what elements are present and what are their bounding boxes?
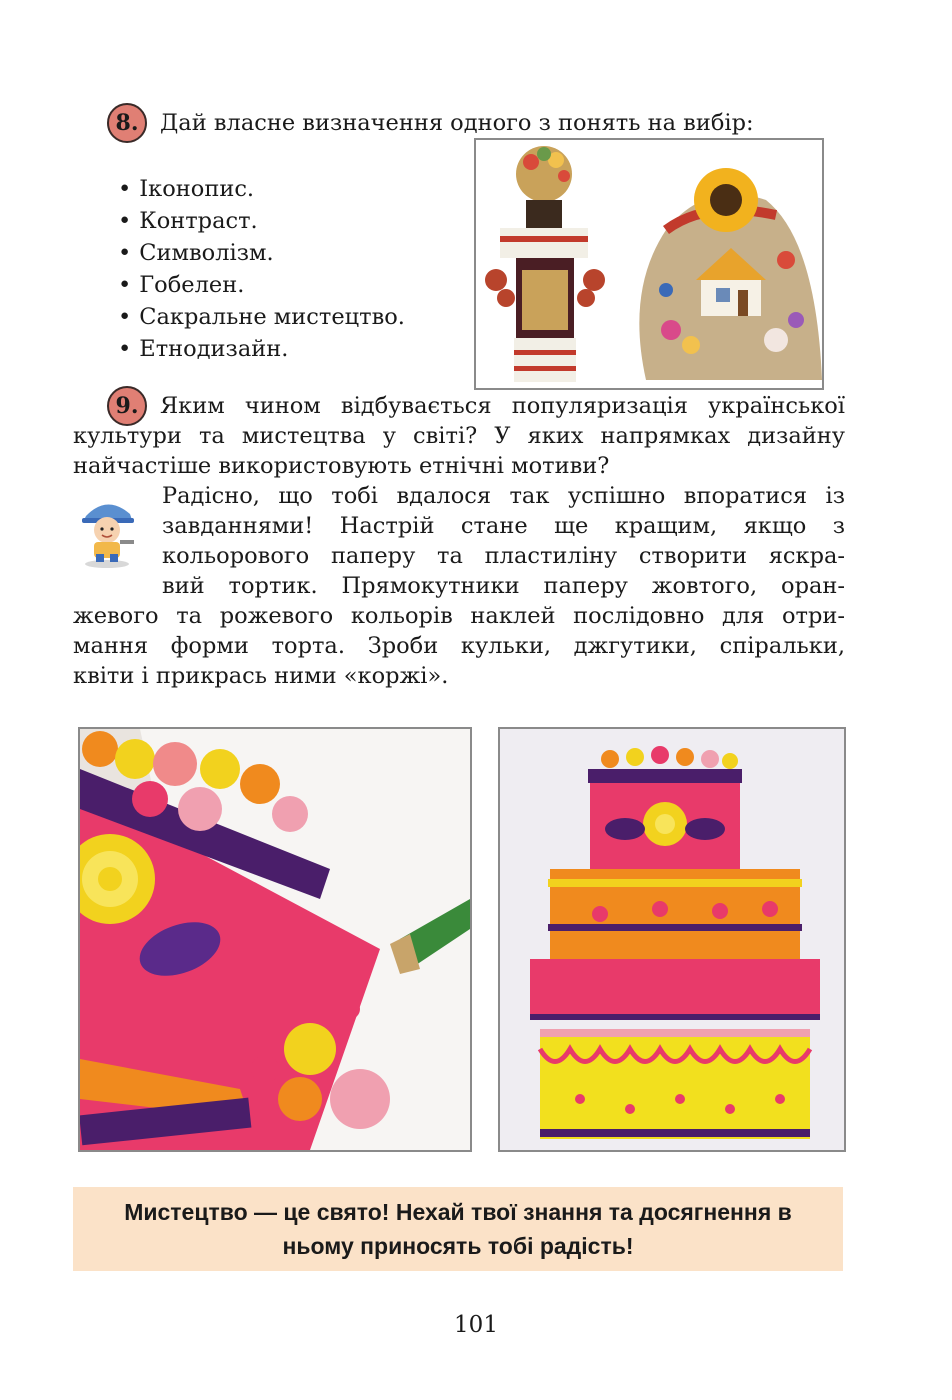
activity-line: завданнями! Настрій стане ще кращим, якщо з xyxy=(162,513,845,539)
activity-line: вий тортик. Прямокутники паперу жовтого, оран- xyxy=(162,573,845,599)
task-8-prompt: Дай власне визначення одного з понять на вибір: xyxy=(160,110,754,136)
motto-text: Мистецтво — це свято! Нехай твої знання та досягнення в ньому приносять тобі радість! xyxy=(124,1199,792,1259)
activity-line: Радісно, що тобі вдалося так успішно впоратися із xyxy=(162,483,845,509)
activity-line: кольорового паперу та пластиліну створити яскра- xyxy=(162,543,845,569)
finished-cake-photo xyxy=(498,727,846,1152)
mascot-illustration xyxy=(74,494,140,570)
cake-process-photo xyxy=(78,727,472,1152)
list-item: • Контраст. xyxy=(118,205,405,237)
activity-line: квіти і прикрась ними «коржі». xyxy=(73,663,449,689)
task-9-line: культури та мистецтва у світі? У яких напрямках дизайну xyxy=(73,423,845,449)
task-8-number: 8. xyxy=(107,103,147,143)
page-number: 101 xyxy=(454,1312,498,1338)
list-item: • Іконопис. xyxy=(118,173,405,205)
motto-box xyxy=(73,1187,843,1271)
activity-line: жевого та рожевого кольорів наклей послідовно для отри- xyxy=(73,603,845,629)
crafts-photo xyxy=(474,138,824,390)
list-item: • Гобелен. xyxy=(118,269,405,301)
list-item: • Сакральне мистецтво. xyxy=(118,301,405,333)
list-item: • Символізм. xyxy=(118,237,405,269)
concept-list xyxy=(118,173,405,365)
task-9-line: найчастіше використовують етнічні мотиви? xyxy=(73,453,610,479)
task-9-number: 9. xyxy=(107,386,147,426)
task-9-line: Яким чином відбувається популяризація української xyxy=(160,393,845,419)
activity-line: мання форми торта. Зроби кульки, джгутики, спіральки, xyxy=(73,633,845,659)
list-item: • Етнодизайн. xyxy=(118,333,405,365)
